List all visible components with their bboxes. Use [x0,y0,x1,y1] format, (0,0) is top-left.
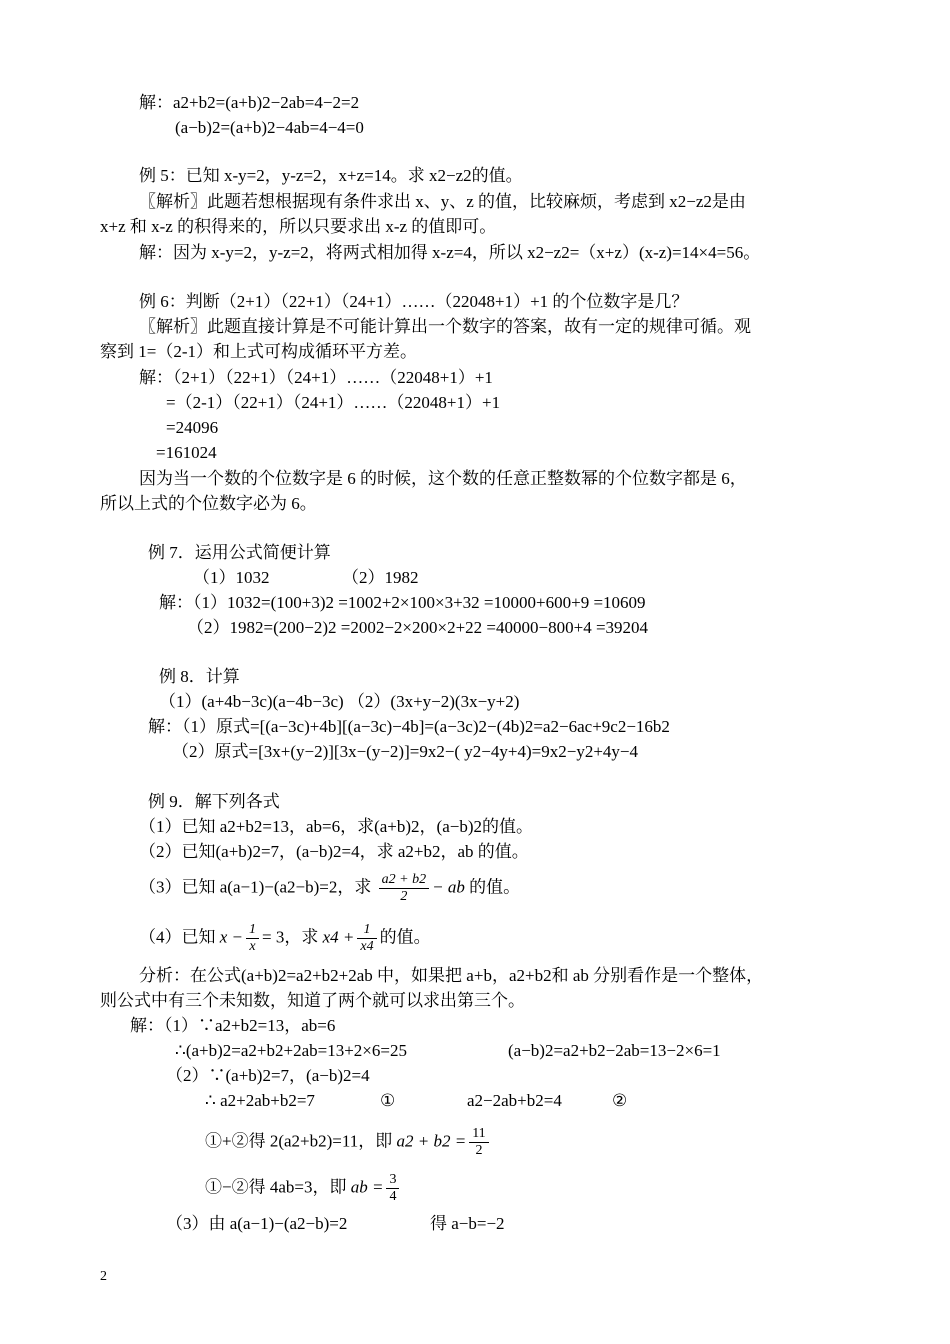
text-line: a2−2ab+b2=4 [467,1091,562,1110]
text-line: （1）已知 a2+b2=13，ab=6，求(a+b)2，(a−b)2的值。 [139,817,534,836]
q4-numerator-2: 1 [357,922,376,939]
text-line: （2）已知(a+b)2=7，(a−b)2=4，求 a2+b2，ab 的值。 [139,842,529,861]
text-line: 则公式中有三个未知数，知道了两个就可以求出第三个。 [100,991,525,1010]
text-line: 解：因为 x-y=2，y-z=2，将两式相加得 x-z=4，所以 x2−z2=（x+z）(x-z)=14×4=56。 [139,243,761,262]
text-line: 得 a−b=−2 [430,1214,505,1233]
text-line: （2）原式=[3x+(y−2)][3x−(y−2)]=9x2−( y2−4y+4)=9x2−y2+4y−4 [172,742,638,761]
text-line: 解：（1）原式=[(a−3c)+4b][(a−3c)−4b]=(a−3c)2−(4b)2=a2−6ac+9c2−16b2 [148,717,670,736]
q3-fraction [379,872,429,905]
text-line: 例 5：已知 x-y=2，y-z=2，x+z=14。求 x2−z2的值。 [139,166,523,185]
step2-numerator: 3 [386,1172,399,1189]
step2-denominator: 4 [389,1189,397,1204]
text-line: （1）(a+4b−3c)(a−4b−3c) （2）(3x+y−2)(3x−y+2) [159,692,520,711]
text-line: ② [612,1091,628,1110]
step-2 [205,1172,402,1205]
text-line: 因为当一个数的个位数字是 6 的时候，这个数的任意正整数幂的个位数字都是 6， [139,469,747,488]
text-line: 所以上式的个位数字必为 6。 [100,494,317,513]
step2-lhs: ab = [350,1177,384,1197]
q3-suffix: 的值。 [469,877,521,897]
text-line: 解：（1）1032=(100+3)2 =1002+2×100×3+32 =10000+600+9 =10609 [159,593,646,612]
q4-prefix: （4）已知 [139,927,216,947]
text-line: （2）1982=(200−2)2 =2002−2×200×2+22 =40000−800+4 =39204 [187,618,649,637]
q4-x4: x4 + [322,927,355,947]
q3-numerator: a2 + b2 [379,872,429,889]
text-line: 察到 1=（2-1）和上式可构成循环平方差。 [100,342,417,361]
page-number: 2 [100,1269,107,1284]
q4-rhs: = 3，求 [262,927,319,947]
text-line: 〖解析〗此题若想根据现有条件求出 x、y、z 的值，比较麻烦，考虑到 x2−z2是由 [139,192,746,211]
q4-numerator-1: 1 [246,922,259,939]
text-line: （2）1982 [342,568,419,587]
text-line: 解：（1）∵a2+b2=13，ab=6 [130,1016,336,1035]
step-1 [205,1126,492,1159]
q4-denominator-1: x [249,939,256,954]
q4-fraction-2 [357,922,376,955]
q3-prefix: （3）已知 a(a−1)−(a2−b)=2，求 [139,877,372,897]
text-line: ① [380,1091,396,1110]
q4-suffix: 的值。 [379,927,431,947]
text-line: 解：（2+1）（22+1）（24+1）……（22048+1）+1 [139,368,493,387]
step1-lhs: a2 + b2 = [396,1131,467,1151]
q4-lhs: x − [219,927,244,947]
text-line: =161024 [156,443,217,462]
text-line: 例 8．计算 [159,667,240,686]
text-line: x+z 和 x-z 的积得来的，所以只要求出 x-z 的值即可。 [100,217,497,236]
text-line: =（2-1）（22+1）（24+1）……（22048+1）+1 [166,393,501,412]
text-line: 例 6：判断（2+1）（22+1）（24+1）……（22048+1）+1 的个位数字是几？ [139,292,689,311]
q3-tail: − ab [432,877,465,897]
text-line: 解：a2+b2=(a+b)2−2ab=4−2=2 [139,93,360,112]
step1-numerator: 11 [469,1126,488,1143]
text-line: 例 9．解下列各式 [148,792,280,811]
step2-prefix: ①−②得 4ab=3，即 [205,1177,347,1197]
text-line: ∴(a+b)2=a2+b2+2ab=13+2×6=25 [175,1041,407,1060]
text-line: ∴ a2+2ab+b2=7 [205,1091,315,1110]
text-line: 〖解析〗此题直接计算是不可能计算出一个数字的答案，故有一定的规律可循。观 [139,317,751,336]
step2-fraction [386,1172,399,1205]
text-line: =24096 [166,418,219,437]
question-3 [139,872,520,905]
q4-fraction-1 [246,922,259,955]
step1-prefix: ①+②得 2(a2+b2)=11，即 [205,1131,393,1151]
text-line: （1）1032 [193,568,270,587]
step1-fraction [469,1126,488,1159]
text-line: 例 7．运用公式简便计算 [148,543,331,562]
text-line: （2）∵(a+b)2=7，(a−b)2=4 [166,1066,370,1085]
text-line: 分析：在公式(a+b)2=a2+b2+2ab 中，如果把 a+b，a2+b2和 ab 分别看作是一个整体， [139,966,764,985]
q4-denominator-2: x4 [360,939,374,954]
q3-denominator: 2 [400,889,408,904]
question-4 [139,922,431,955]
step1-denominator: 2 [475,1143,483,1158]
text-line: (a−b)2=a2+b2−2ab=13−2×6=1 [508,1041,721,1060]
text-line: (a−b)2=(a+b)2−4ab=4−4=0 [175,118,364,137]
text-line: （3）由 a(a−1)−(a2−b)=2 [166,1214,348,1233]
